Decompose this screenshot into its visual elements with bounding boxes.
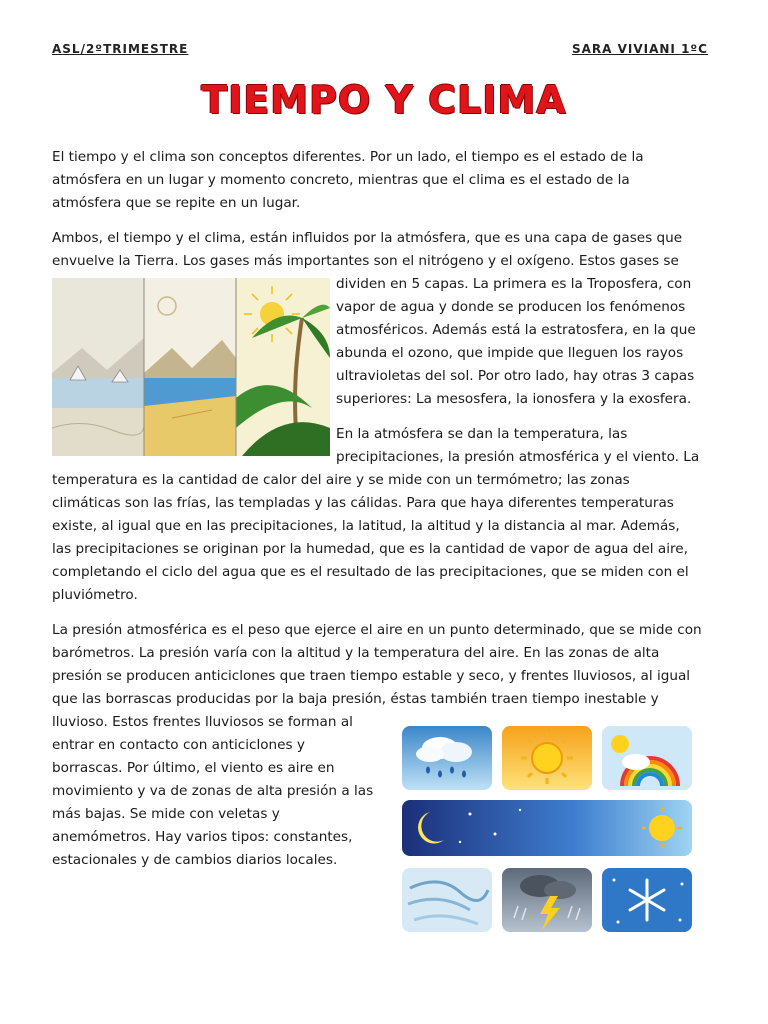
header-right: SARA VIVIANI 1ºC [571,42,708,56]
text-line: las precipitaciones se originan por la humedad, que es la cantidad de vapor de agua del aire, [52,541,688,557]
text-line: existe, al igual que en las precipitaciones, la latitud, la altitud y la distancia al mar. Además, [52,518,680,534]
text-line: climáticas son las frías, las templadas y las cálidas. Para que haya diferentes temperaturas [52,495,674,511]
text-line: atmosféricos. Además está la estratosfera, en la que [336,322,696,338]
text-line: precipitaciones, la presión atmosférica y el viento. La [336,449,700,465]
text-line: movimiento y va de zonas de alta presión a las [52,783,374,799]
rainbow-icon [602,726,692,790]
text-line: lluvioso. Estos frentes lluviosos se forman al [52,714,353,730]
text-line: que las borrascas producidas por la baja presión, éstas también traen tiempo inestable y [52,691,659,707]
text-line: pluviómetro. [52,587,138,603]
landscape-illustration [52,278,330,456]
text-line: presión se producen anticiclones que traen tiempo estable y seco, y frentes lluviosos, al igual [52,668,691,684]
text-line: superiores: La mesosfera, la ionosfera y la exosfera. [336,391,692,407]
text-line: atmósfera en un lugar y momento concreto, mientras que el clima es el estado de la [52,172,630,188]
text-line: ultravioletas del sol. Por otro lado, hay otras 3 capas [336,368,695,384]
text-line: dividen en 5 capas. La primera es la Troposfera, con [336,276,692,292]
text-line: completando el ciclo del agua que es el resultado de las precipitaciones, que se miden con el [52,564,689,580]
text-line: La presión atmosférica es el peso que ejerce el aire en un punto determinado, que se mide con [52,622,702,638]
text-line: vapor de agua y donde se producen los fenómenos [336,299,686,315]
wind-icon [402,868,492,932]
weather-icons-grid [400,724,694,934]
text-line: El tiempo y el clima son conceptos diferentes. Por un lado, el tiempo es el estado de la [52,149,644,165]
text-line: temperatura es la cantidad de calor del aire y se mide con un termómetro; las zonas [52,472,630,488]
text-line: atmósfera que se repite en un lugar. [52,195,301,211]
text-line: envuelve la Tierra. Los gases más importantes son el nitrógeno y el oxígeno. Estos gases se [52,253,679,269]
page-title: TIEMPO Y CLIMA [201,78,567,122]
text-line: En la atmósfera se dan la temperatura, las [336,426,628,442]
header-left: ASL/2ºTRIMESTRE [52,42,189,56]
text-line: barómetros. La presión varía con la altitud y la temperatura del aire. En las zonas de alta [52,645,660,661]
sun-icon [502,726,592,790]
moon-stars-icon [402,800,692,856]
text-line: entrar en contacto con anticiclones y [52,737,305,753]
text-line: abunda el ozono, que impide que lleguen los rayos [336,345,684,361]
text-line: estacionales y de cambios diarios locales. [52,852,338,868]
cloud-rain-icon [402,726,492,790]
text-line: anemómetros. Hay varios tipos: constantes, [52,829,353,845]
text-line: Ambos, el tiempo y el clima, están influidos por la atmósfera, que es una capa de gases que [52,230,683,246]
text-line: más bajas. Se mide con veletas y [52,806,280,822]
storm-lightning-icon [502,868,592,932]
text-line: borrascas. Por último, el viento es aire en [52,760,335,776]
snowflake-icon [602,868,692,932]
